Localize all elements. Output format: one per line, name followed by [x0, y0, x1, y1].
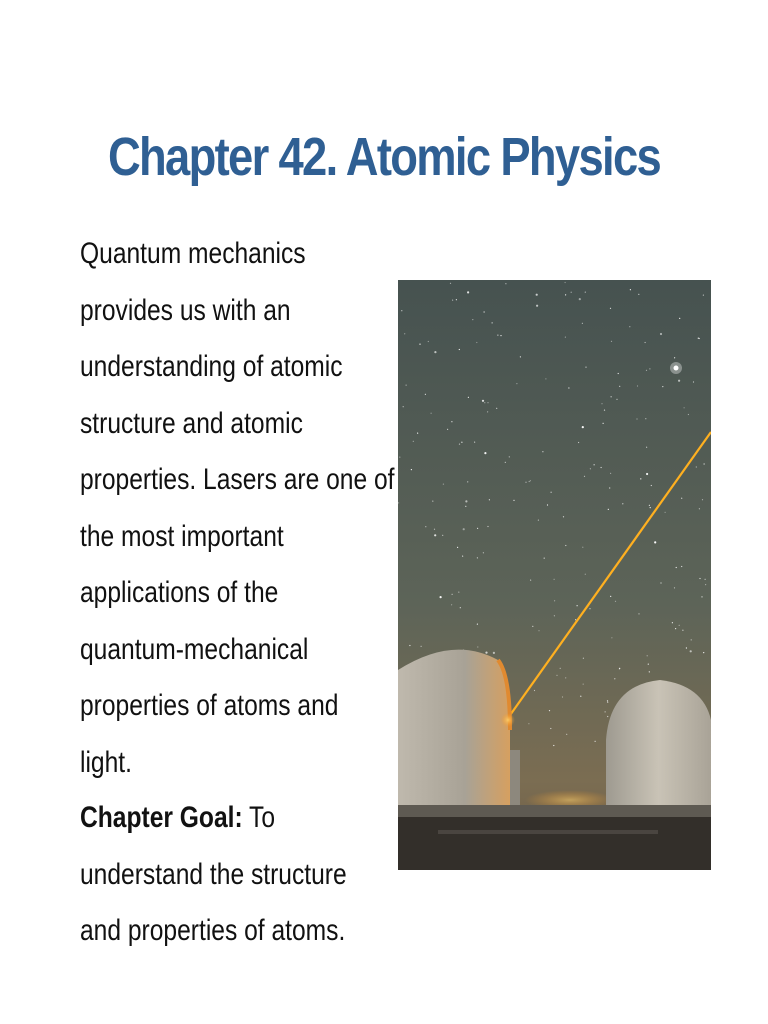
- star: [505, 283, 506, 284]
- star: [594, 464, 595, 465]
- star: [434, 534, 436, 536]
- star: [421, 646, 422, 647]
- star: [525, 482, 526, 483]
- star: [528, 723, 529, 724]
- star: [550, 728, 551, 729]
- star: [637, 385, 638, 386]
- star: [636, 418, 637, 419]
- star: [589, 608, 590, 609]
- star: [607, 702, 608, 703]
- star: [477, 624, 478, 625]
- star: [645, 342, 646, 343]
- star: [477, 528, 478, 529]
- star: [608, 509, 609, 510]
- star: [553, 745, 554, 746]
- star: [413, 441, 414, 442]
- star: [674, 357, 675, 358]
- star: [648, 664, 649, 665]
- star: [562, 696, 563, 697]
- left-dome: [398, 650, 510, 810]
- body-line: properties of atoms and: [80, 689, 339, 722]
- star: [513, 500, 514, 501]
- star: [610, 308, 611, 309]
- star: [686, 647, 687, 648]
- star: [459, 444, 460, 445]
- star: [702, 499, 703, 500]
- star: [650, 507, 651, 508]
- star: [538, 520, 539, 521]
- body-line: understanding of atomic: [80, 350, 343, 383]
- star: [622, 503, 623, 504]
- slide-title: Chapter 42. Atomic Physics: [107, 127, 661, 187]
- body-line: structure and atomic: [80, 406, 303, 440]
- star: [565, 677, 566, 678]
- star: [428, 341, 429, 342]
- star: [704, 463, 705, 464]
- star: [492, 322, 493, 323]
- star: [582, 323, 583, 324]
- star: [432, 501, 433, 502]
- star: [619, 668, 620, 669]
- star: [568, 387, 569, 388]
- star: [595, 741, 596, 742]
- star: [678, 380, 680, 382]
- star: [604, 410, 605, 411]
- star: [450, 283, 451, 284]
- star: [403, 406, 404, 407]
- star: [566, 734, 567, 735]
- star: [681, 566, 682, 567]
- star: [482, 400, 484, 402]
- star: [411, 469, 412, 470]
- star: [465, 506, 466, 507]
- goal-line: understand the structure: [80, 857, 347, 891]
- star: [459, 349, 460, 350]
- star: [516, 383, 517, 384]
- star: [451, 421, 452, 422]
- star: [554, 579, 555, 580]
- star: [497, 335, 498, 336]
- star: [584, 476, 585, 477]
- star: [476, 342, 477, 343]
- star: [554, 600, 555, 601]
- star: [638, 294, 639, 295]
- star: [487, 526, 488, 527]
- star: [451, 604, 452, 605]
- star: [565, 294, 566, 295]
- star: [532, 626, 533, 627]
- star: [419, 344, 420, 345]
- star: [690, 650, 692, 652]
- star: [646, 473, 648, 475]
- star: [520, 356, 521, 357]
- star: [456, 299, 457, 300]
- star: [434, 529, 435, 530]
- body-line: properties. Lasers are one of: [80, 463, 395, 496]
- star: [462, 556, 463, 557]
- star: [560, 668, 561, 669]
- star: [565, 545, 566, 546]
- star: [654, 541, 656, 543]
- star: [551, 492, 552, 493]
- star: [660, 582, 661, 583]
- star: [699, 508, 700, 509]
- star: [431, 413, 432, 414]
- body-line: quantum-mechanical: [80, 632, 309, 666]
- star: [404, 333, 405, 334]
- star: [619, 386, 620, 387]
- star: [696, 466, 697, 467]
- star: [484, 402, 485, 403]
- star: [583, 684, 584, 685]
- star: [575, 619, 576, 620]
- star: [679, 318, 680, 319]
- star: [649, 368, 650, 369]
- star: [583, 658, 584, 659]
- star: [477, 646, 478, 647]
- star: [582, 426, 584, 428]
- star: [585, 367, 586, 368]
- star: [434, 351, 436, 353]
- star: [601, 403, 602, 404]
- star: [477, 557, 478, 558]
- star: [460, 607, 461, 608]
- star: [547, 504, 548, 505]
- star: [563, 516, 564, 517]
- star: [536, 294, 538, 296]
- star: [425, 394, 426, 395]
- star: [578, 442, 579, 443]
- star: [509, 456, 510, 457]
- star: [614, 678, 615, 679]
- star: [630, 289, 631, 290]
- star: [398, 502, 399, 503]
- star: [487, 402, 488, 403]
- star: [467, 481, 468, 482]
- star: [607, 716, 608, 717]
- star: [662, 386, 663, 387]
- star: [681, 498, 682, 499]
- star: [703, 652, 704, 653]
- star: [665, 512, 666, 513]
- star: [452, 594, 453, 595]
- body-line: light.: [80, 745, 132, 779]
- chapter-goal: [80, 790, 347, 960]
- star: [485, 652, 487, 654]
- goal-label: Chapter Goal:: [80, 801, 243, 834]
- star: [682, 630, 683, 631]
- star: [571, 292, 572, 293]
- star: [577, 605, 578, 606]
- star: [467, 291, 469, 293]
- star: [489, 499, 490, 500]
- star: [530, 480, 531, 481]
- goal-line-first: [80, 790, 347, 847]
- star: [651, 485, 652, 486]
- star: [417, 433, 418, 434]
- star: [544, 558, 545, 559]
- star: [703, 295, 704, 296]
- star: [579, 298, 581, 300]
- star: [452, 300, 453, 301]
- star: [618, 373, 619, 374]
- star: [406, 385, 407, 386]
- star: [640, 478, 641, 479]
- star: [580, 696, 581, 697]
- star: [447, 429, 448, 430]
- star: [538, 630, 539, 631]
- star: [474, 442, 475, 443]
- star: [556, 675, 557, 676]
- star: [674, 587, 675, 588]
- star: [647, 655, 648, 656]
- star: [649, 505, 650, 506]
- star: [458, 592, 459, 593]
- body-paragraph: [80, 226, 395, 791]
- star: [461, 442, 462, 443]
- star: [607, 700, 608, 701]
- star: [554, 615, 555, 616]
- star: [638, 613, 639, 614]
- body-line: provides us with an: [80, 293, 291, 327]
- star: [610, 473, 611, 474]
- goal-line: and properties of atoms.: [80, 914, 346, 947]
- star: [565, 337, 566, 338]
- right-dome: [606, 680, 711, 810]
- star: [611, 341, 612, 342]
- star: [649, 671, 650, 672]
- star: [701, 596, 702, 597]
- star: [698, 338, 699, 339]
- star: [590, 468, 591, 469]
- star: [565, 282, 566, 283]
- star: [530, 580, 531, 581]
- star: [542, 451, 543, 452]
- star: [483, 552, 484, 553]
- star: [536, 305, 538, 307]
- goal-text: To: [242, 801, 276, 834]
- star: [425, 526, 426, 527]
- star: [472, 319, 473, 320]
- body-line: applications of the: [80, 576, 279, 609]
- star: [440, 596, 442, 598]
- star: [545, 378, 546, 379]
- star: [496, 408, 497, 409]
- star: [693, 381, 694, 382]
- star: [645, 418, 646, 419]
- star: [484, 452, 486, 454]
- star: [603, 423, 604, 424]
- star: [585, 292, 586, 293]
- star: [399, 457, 400, 458]
- star: [676, 567, 677, 568]
- star: [468, 397, 469, 398]
- star: [615, 601, 616, 602]
- star: [505, 462, 506, 463]
- star: [629, 326, 630, 327]
- star: [679, 625, 680, 626]
- star: [487, 411, 488, 412]
- star: [463, 528, 465, 530]
- star: [705, 579, 706, 580]
- star: [484, 311, 485, 312]
- star: [611, 637, 612, 638]
- star: [611, 396, 612, 397]
- star: [675, 628, 676, 629]
- star: [500, 335, 501, 336]
- star: [705, 584, 706, 585]
- star: [609, 487, 610, 488]
- star: [442, 535, 443, 536]
- star: [534, 690, 535, 691]
- observatory-image: [398, 280, 711, 870]
- body-line: the most important: [80, 519, 284, 553]
- star: [646, 370, 647, 371]
- observatory-photo: [398, 280, 711, 870]
- star: [605, 711, 606, 712]
- star: [493, 652, 495, 654]
- star: [691, 639, 692, 640]
- body-line: Quantum mechanics: [80, 237, 306, 270]
- star: [457, 547, 458, 548]
- star: [684, 407, 685, 408]
- star: [443, 484, 444, 485]
- star: [549, 710, 550, 711]
- star: [646, 447, 647, 448]
- star: [529, 481, 530, 482]
- star: [672, 622, 673, 623]
- star: [688, 414, 689, 415]
- star: [585, 574, 586, 575]
- star: [616, 399, 617, 400]
- star: [582, 547, 583, 548]
- star: [401, 310, 402, 311]
- star: [610, 596, 611, 597]
- star: [465, 500, 467, 502]
- star: [699, 578, 700, 579]
- star: [601, 467, 602, 468]
- star: [660, 333, 662, 335]
- star: [409, 645, 410, 646]
